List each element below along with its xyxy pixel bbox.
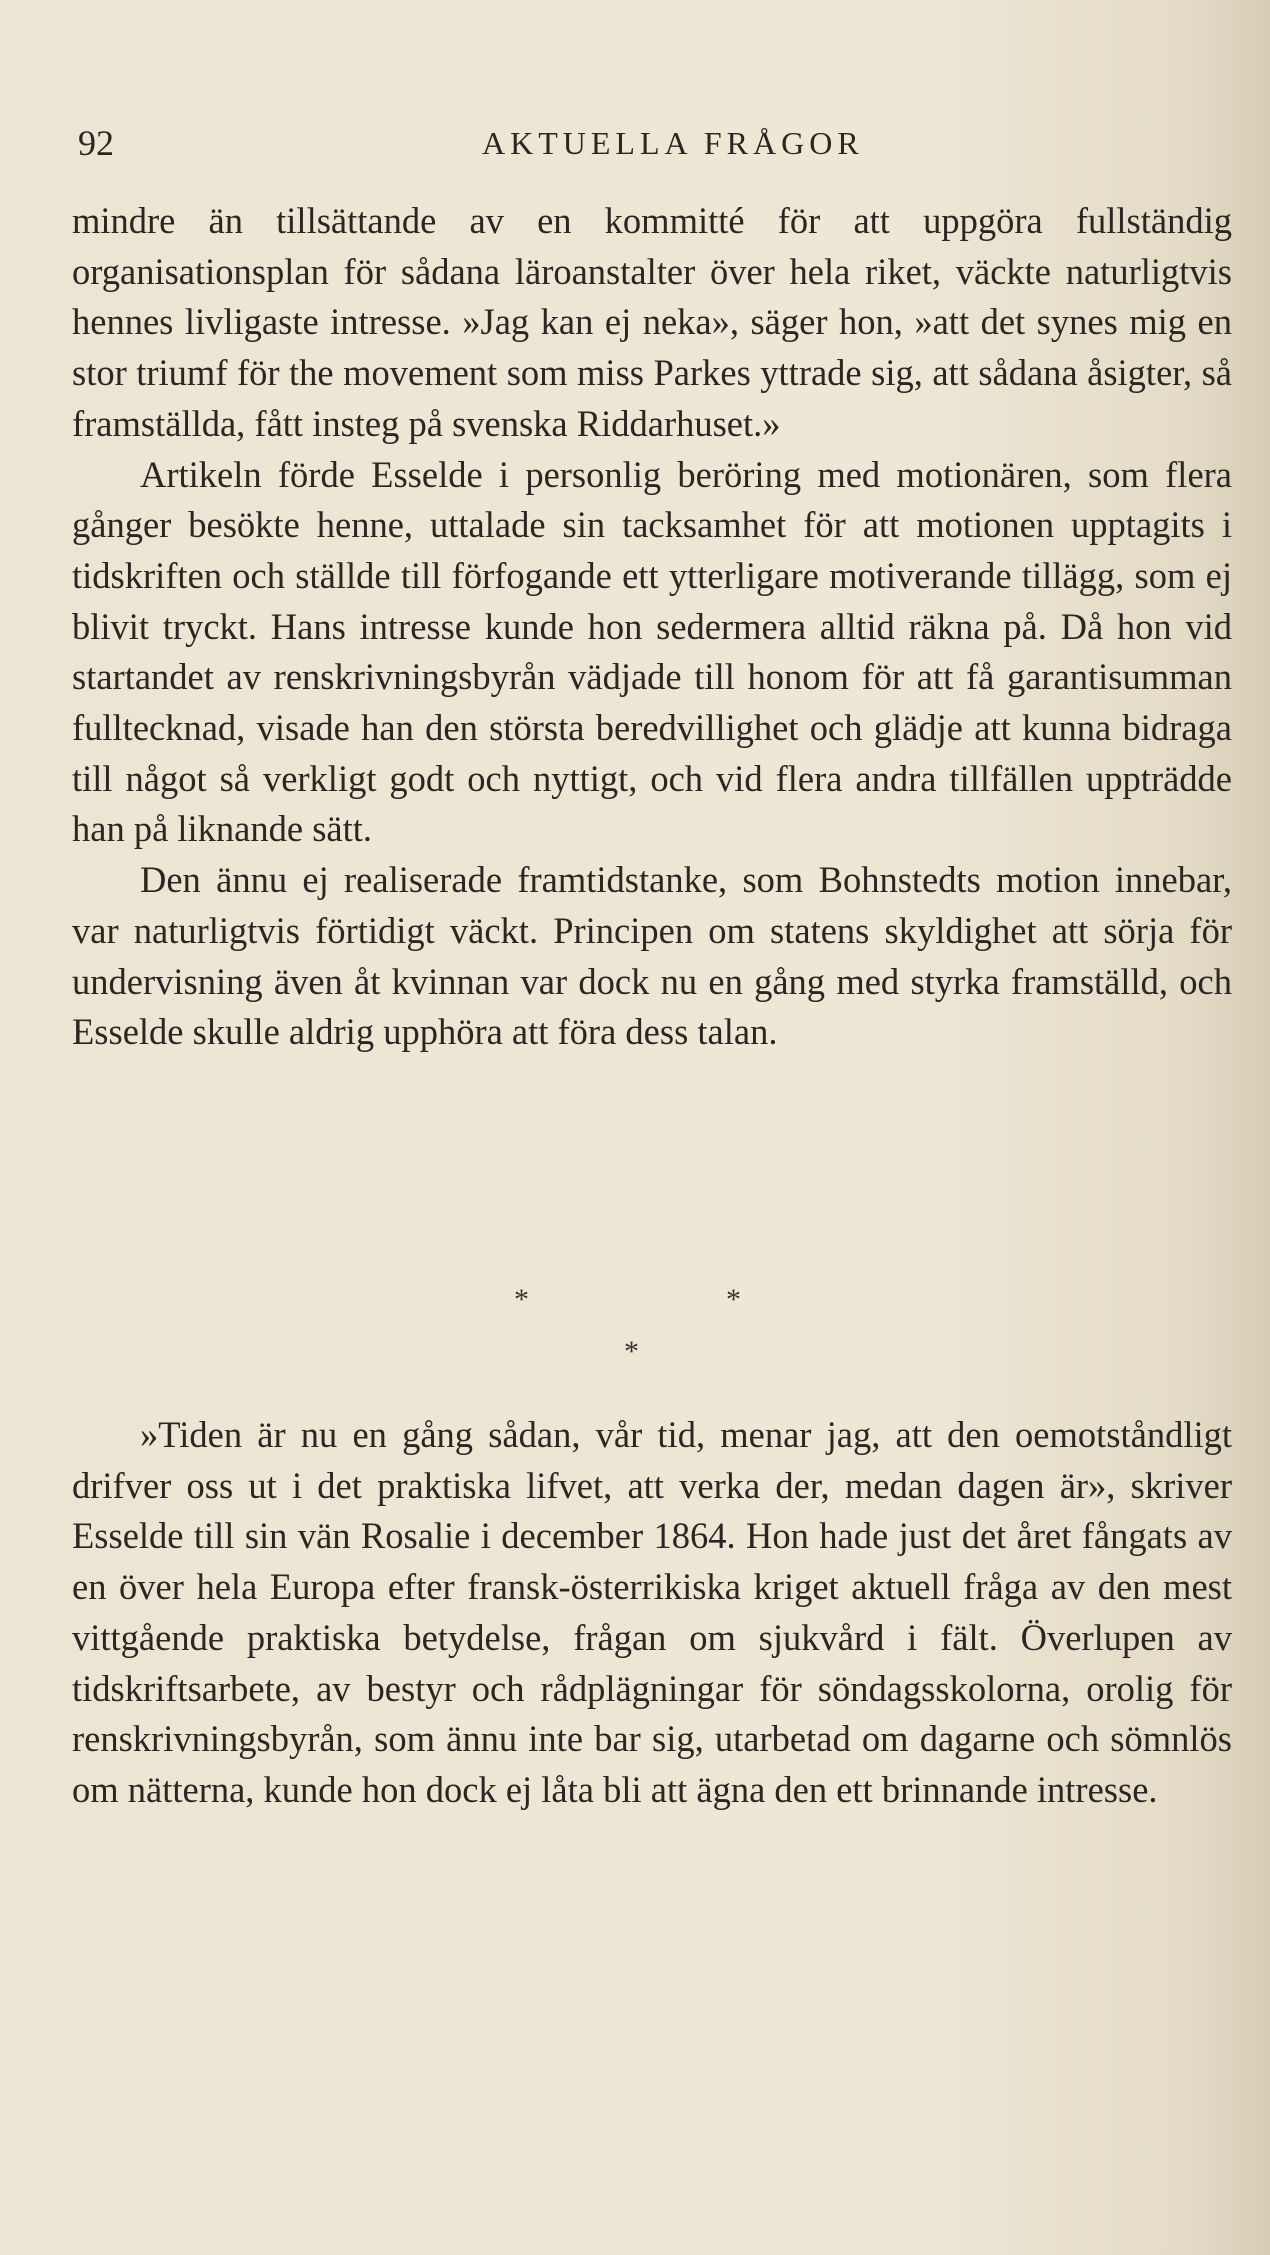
paragraph-tiden: »Tiden är nu en gång sådan, vår tid, menar jag, att den oemotståndligt drifver oss ut i det praktiska lifvet, att verka der, medan dagen är», skriver Esselde till sin vän Rosalie i december 1864. Hon hade just det året fångats av en över hela Europa efter fransk-österrikiska kriget aktuell fråga av den mest vittgående praktiska betydelse, frågan om sjukvård i fält. Överlupen av tidskriftsarbete, av bestyr och rådplägningar för söndagsskolorna, orolig för renskrivningsbyrån, som ännu inte bar sig, utarbetad om dagarne och sömnlös om nätterna, kunde hon dock ej låta bli att ägna den ett brinnande intresse. — [72, 1414, 1232, 1810]
text-block-upper — [72, 196, 1232, 1058]
section-separator-asterisk: * — [624, 1335, 639, 1368]
paragraph-artikeln: Artikeln förde Esselde i personlig beröring med motionären, som flera gånger besökte henne, uttalade sin tacksamhet för att motionen upptagits i tidskriften och ställde till förfogande ett ytterligare motiverande tillägg, som ej blivit tryckt. Hans intresse kunde hon sedermera alltid räkna på. Då hon vid startandet av renskrivningsbyrån vädjade till honom för att få garantisumman fulltecknad, visade han den största beredvillighet och glädje att kunna bidraga till något så verkligt godt och nyttigt, och vid flera andra tillfällen uppträdde han på liknande sätt. — [72, 453, 1232, 850]
page-header — [72, 118, 1232, 168]
text-block-lower — [72, 1410, 1232, 1816]
page-number: 92 — [78, 123, 114, 163]
running-head: AKTUELLA FRÅGOR — [482, 125, 864, 161]
section-separator-asterisk: * — [514, 1283, 529, 1316]
paragraph-framtidstanke: Den ännu ej realiserade framtidstanke, som Bohnstedts motion innebar, var naturligtvis förtidigt väckt. Principen om statens skyldighet att sörja för undervisning även åt kvinnan var dock nu en gång med styrka framställd, och Esselde skulle aldrig upphöra att föra dess talan. — [72, 859, 1232, 1053]
section-separator-asterisk: * — [726, 1283, 741, 1316]
paragraph-continued: mindre än tillsättande av en kommitté för att uppgöra fullständig organisationsplan för sådana läroanstalter över hela riket, väckte naturligtvis hennes livligaste intresse. »Jag kan ej neka», säger hon, »att det synes mig en stor triumf för the movement som miss Parkes yttrade sig, att sådana åsigter, så framställda, fått insteg på svenska Riddarhuset.» — [72, 200, 1232, 444]
